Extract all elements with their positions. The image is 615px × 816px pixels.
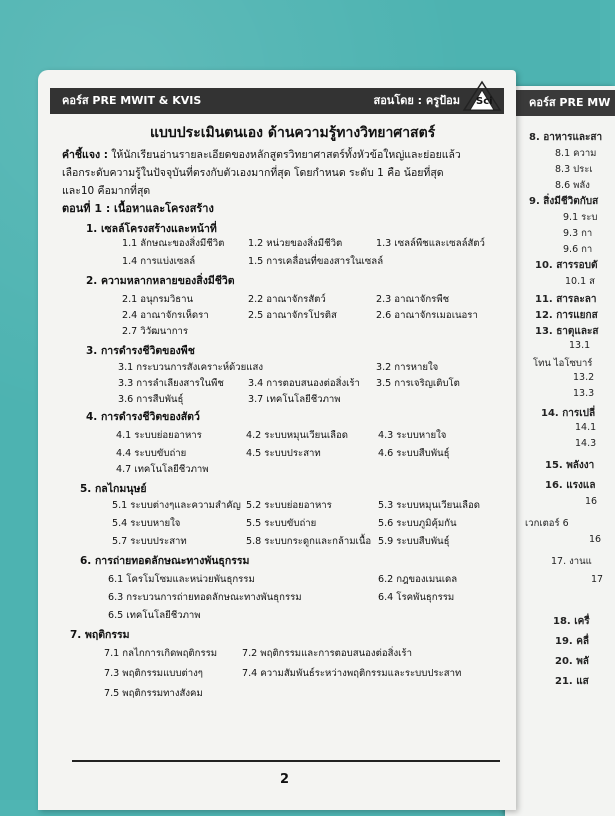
topic-title: 1. เซลล์โครงสร้างและหน้าที่ [86,223,217,235]
topic-title: 2. ความหลากหลายของสิ่งมีชีวิต [86,275,235,287]
subtopic-item: 4.4 ระบบขับถ่าย [116,448,187,459]
next-page-item: 13.2 [573,372,595,383]
next-page-item: 20. พลั [555,656,589,667]
subtopic-item: 3.6 การสืบพันธุ์ [118,394,184,405]
subtopic-item: 1.4 การแบ่งเซลล์ [122,256,196,267]
instructions-line-1 [62,146,461,163]
next-page-item: 8.3 ประเ [555,164,593,175]
subtopic-item: 4.6 ระบบสืบพันธุ์ [378,448,450,459]
topic-title: 4. การดำรงชีวิตของสัตว์ [86,411,200,423]
next-page-item: 14.1 [575,422,597,433]
next-page-item: 8. อาหารและสา [529,132,603,143]
instructions-text-1: ให้นักเรียนอ่านรายละเอียดของหลักสูตรวิทยาศาสตร์ทั้งหัวข้อใหญ่และย่อยแล้ว [111,149,461,161]
subtopic-item: 7.1 กลไกการเกิดพฤติกรรม [104,648,218,659]
next-page-item: 11. สารละลา [535,294,597,305]
subtopic-item: 2.6 อาณาจักรเมอเนอรา [376,310,478,321]
next-page-item: 13.3 [573,388,595,399]
subtopic-item: 7.2 พฤติกรรมและการตอบสนองต่อสิ่งเร้า [242,648,412,659]
subtopic-item: 3.4 การตอบสนองต่อสิ่งเร้า [248,378,360,389]
subtopic-item: 5.6 ระบบภูมิคุ้มกัน [378,518,457,529]
subtopic-item: 4.1 ระบบย่อยอาหาร [116,430,202,441]
next-page-header: คอร์ส PRE MW [505,90,615,116]
subtopic-item: 3.7 เทคโนโลยีชีวภาพ [248,394,341,405]
subtopic-item: 4.7 เทคโนโลยีชีวภาพ [116,464,209,475]
next-page-item: 8.6 พลัง [555,180,590,191]
subtopic-item: 4.5 ระบบประสาท [246,448,321,459]
subtopic-item: 5.3 ระบบหมุนเวียนเลือด [378,500,480,511]
subtopic-item: 3.1 กระบวนการสังเคราะห์ด้วยแสง [118,362,264,373]
teacher-name: สอนโดย : ครูป้อม [373,94,460,107]
subtopic-item: 3.3 การลำเลียงสารในพืช [118,378,224,389]
subtopic-item: 3.2 การหายใจ [376,362,439,373]
subtopic-item: 4.2 ระบบหมุนเวียนเลือด [246,430,348,441]
next-page-item: 14.3 [575,438,597,449]
subtopic-item: 1.3 เซลล์พืชและเซลล์สัตว์ [376,238,485,249]
subtopic-item: 2.1 อนุกรมวิธาน [122,294,194,305]
subtopic-item: 5.8 ระบบกระดูกและกล้ามเนื้อ [246,536,372,547]
page-number: 2 [280,772,290,787]
section-title: ตอนที่ 1 : เนื้อหาและโครงสร้าง [62,202,214,215]
next-page-item: 18. เครื่ [553,616,590,627]
next-page-item: 17 [591,574,604,585]
subtopic-item: 1.5 การเคลื่อนที่ของสารในเซลล์ [248,256,384,267]
next-page-item: 9.1 ระบ [563,212,598,223]
subtopic-item: 6.1 โครโมโซมและหน่วยพันธุกรรม [108,574,255,585]
subtopic-item: 5.5 ระบบขับถ่าย [246,518,317,529]
sci-logo [460,80,502,112]
next-page-item: 21. แส [555,676,589,687]
next-page-item: 13. ธาตุและส [535,326,599,337]
subtopic-item: 4.3 ระบบหายใจ [378,430,447,441]
subtopic-item: 1.1 ลักษณะของสิ่งมีชีวิต [122,238,225,249]
course-title: คอร์ส PRE MWIT & KVIS [62,94,202,107]
subtopic-item: 1.2 หน่วยของสิ่งมีชีวิต [248,238,343,249]
subtopic-item: 2.4 อาณาจักรเห็ดรา [122,310,209,321]
subtopic-item: 2.2 อาณาจักรสัตว์ [248,294,326,305]
next-page-item: 16 [585,496,598,507]
subtopic-item: 5.1 ระบบต่างๆและความสำคัญ [112,500,241,511]
next-page-item: 13.1 [569,340,591,351]
subtopic-item: 5.2 ระบบย่อยอาหาร [246,500,332,511]
next-page-item: 16 [589,534,602,545]
next-page-item: 9. สิ่งมีชีวิตกับส [529,196,599,207]
subtopic-item: 6.2 กฎของเมนเดล [378,574,458,585]
subtopic-item: 6.4 โรคพันธุกรรม [378,592,455,603]
topic-title: 6. การถ่ายทอดลักษณะทางพันธุกรรม [80,555,250,567]
subtopic-item: 6.3 กระบวนการถ่ายทอดลักษณะทางพันธุกรรม [108,592,302,603]
next-page-item: 14. การเปลี่ [541,408,596,419]
next-page-item: 12. การแยกส [535,310,598,321]
subtopic-item: 5.7 ระบบประสาท [112,536,187,547]
subtopic-item: 6.5 เทคโนโลยีชีวภาพ [108,610,201,621]
next-page-item: 16. แรงแล [545,480,596,491]
topic-title: 7. พฤติกรรม [70,629,130,641]
next-page-item: 9.6 กา [563,244,593,255]
next-page-item: 15. พลังงา [545,460,595,471]
subtopic-item: 7.5 พฤติกรรมทางสังคม [104,688,203,699]
subtopic-item: 7.3 พฤติกรรมแบบต่างๆ [104,668,203,679]
next-page-item: 10.1 ส [565,276,595,287]
next-page-item: โทน ไอโซบาร์ [533,358,593,369]
subtopic-item: 5.4 ระบบหายใจ [112,518,181,529]
next-page-item: 8.1 ความ [555,148,597,159]
page-header [50,88,504,114]
logo-text: Sci [476,96,493,107]
instructions-line-3: และ10 คือมากที่สุด [62,185,151,197]
topic-title: 5. กลไกมนุษย์ [80,483,147,495]
next-page-item: 19. คลื่ [555,636,590,647]
subtopic-item: 2.3 อาณาจักรพืช [376,294,450,305]
page-title: แบบประเมินตนเอง ด้านความรู้ทางวิทยาศาสตร์ [150,125,436,141]
next-page-item: 10. สารรอบตั [535,260,598,271]
next-page-item: 17. งานแ [551,556,592,567]
subtopic-item: 2.5 อาณาจักรโปรติส [248,310,337,321]
footer-divider [72,760,500,762]
subtopic-item: 7.4 ความสัมพันธ์ระหว่างพฤติกรรมและระบบประสาท [242,668,462,679]
instructions-label: คำชี้แจง : [62,149,108,161]
subtopic-item: 2.7 วิวัฒนาการ [122,326,189,337]
next-page-item: เวกเตอร์ 6 [525,518,569,529]
subtopic-item: 5.9 ระบบสืบพันธุ์ [378,536,450,547]
next-page [505,86,615,816]
next-page-item: 9.3 กา [563,228,593,239]
instructions-line-2: เลือกระดับความรู้ในปัจจุบันที่ตรงกับตัวเองมากที่สุด โดยกำหนด ระดับ 1 คือ น้อยที่สุด [62,167,444,179]
topic-title: 3. การดำรงชีวิตของพืช [86,345,195,357]
subtopic-item: 3.5 การเจริญเติบโต [376,378,460,389]
